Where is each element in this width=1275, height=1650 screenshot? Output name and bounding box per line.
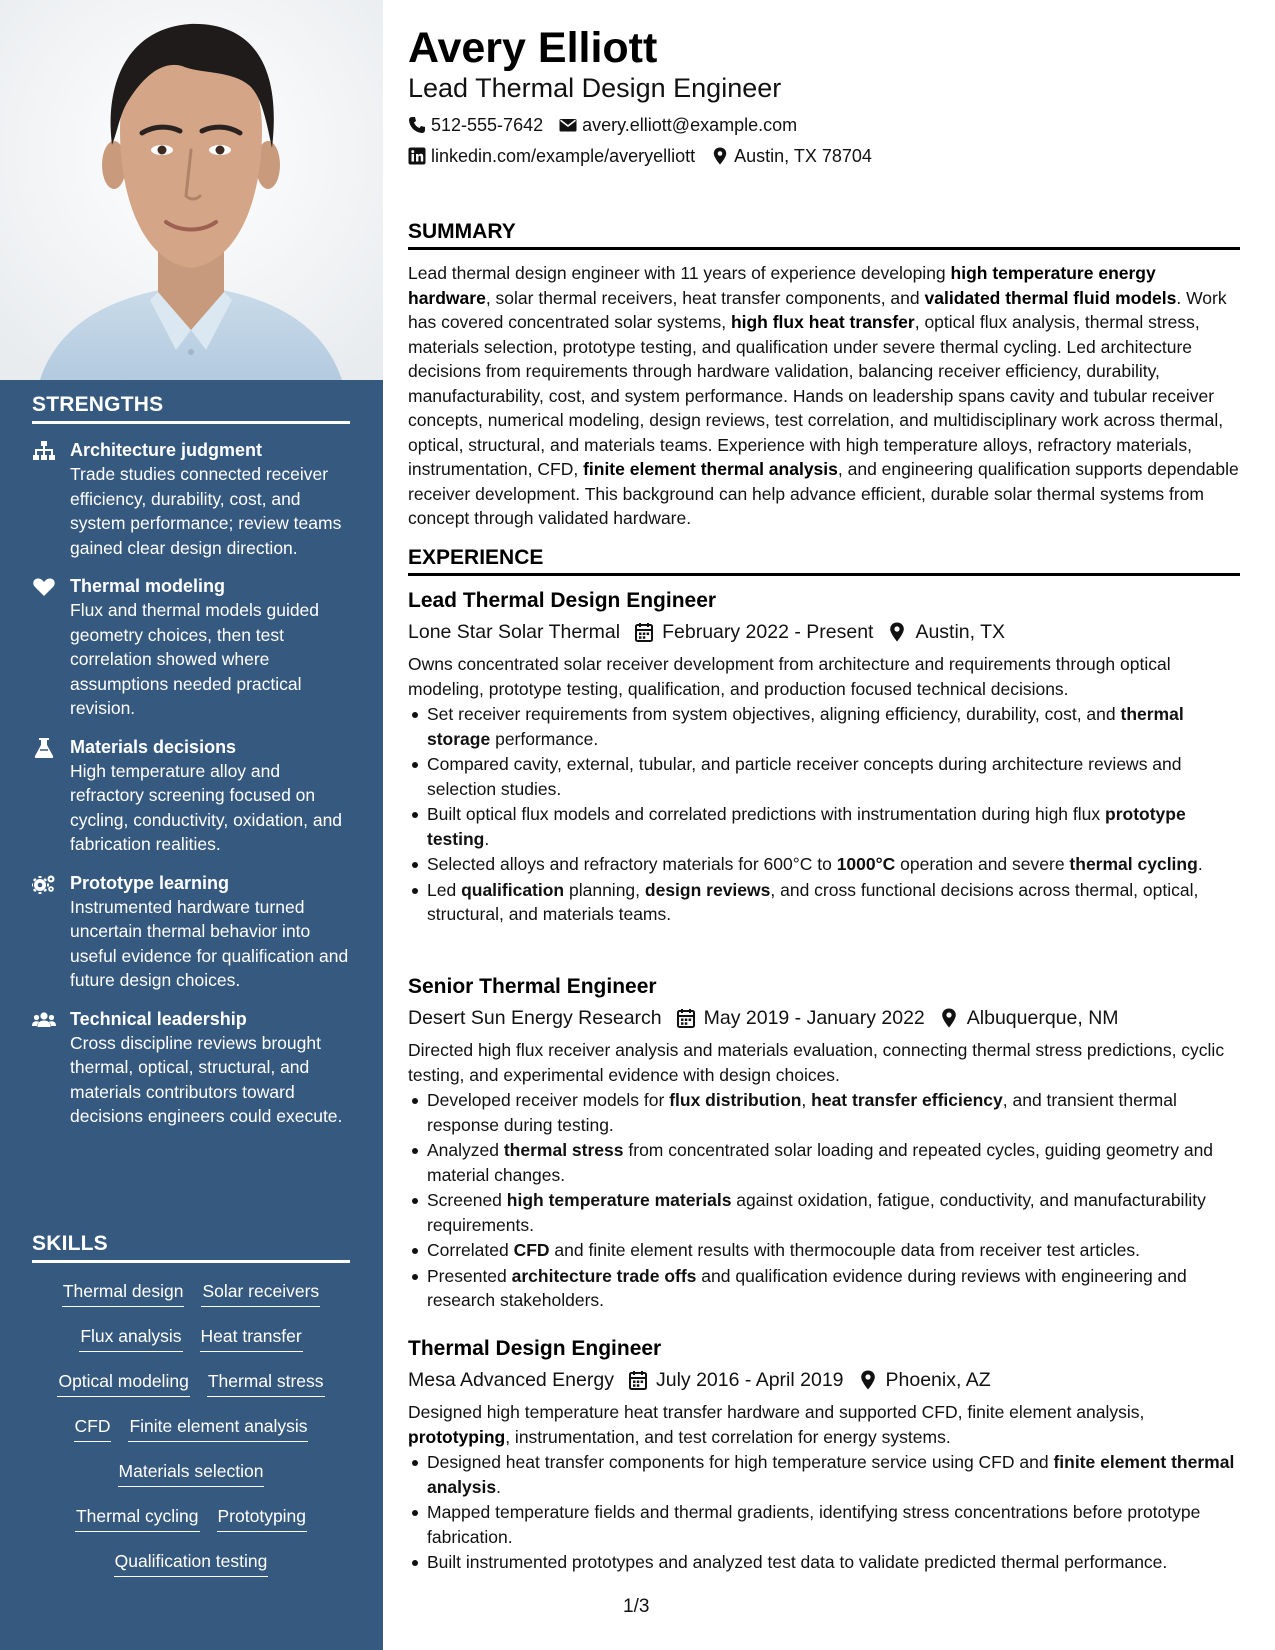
skill-row bbox=[32, 1504, 350, 1549]
job-company: Mesa Advanced Energy bbox=[408, 1369, 614, 1391]
job-location: Austin, TX bbox=[915, 621, 1006, 643]
job-bullet: Led qualification planning, design reviews, and cross functional decisions across thermal, optical, structural, and materials teams. bbox=[427, 878, 1240, 927]
job-entry bbox=[408, 1335, 1240, 1575]
job-bullet: Selected alloys and refractory materials for 600°C to 1000°C operation and severe thermal cycling. bbox=[427, 852, 1240, 877]
job-bullet: Developed receiver models for flux distribution, heat transfer efficiency, and transient thermal response during testing. bbox=[427, 1088, 1240, 1137]
job-company: Lone Star Solar Thermal bbox=[408, 621, 621, 643]
skill-tag: Thermal stress bbox=[207, 1369, 325, 1397]
location-text: Austin, TX 78704 bbox=[734, 146, 872, 166]
job-bullets bbox=[408, 702, 1240, 927]
envelope-icon bbox=[559, 116, 577, 134]
skill-tag: Solar receivers bbox=[201, 1279, 320, 1307]
job-location: Albuquerque, NM bbox=[966, 1007, 1119, 1029]
job-company: Desert Sun Energy Research bbox=[408, 1007, 662, 1029]
skill-row bbox=[32, 1369, 350, 1414]
gears-icon bbox=[32, 874, 56, 894]
calendar-icon bbox=[676, 1008, 696, 1028]
strength-item bbox=[32, 735, 350, 857]
job-bullet: Compared cavity, external, tubular, and particle receiver concepts during architecture reviews and selection studies. bbox=[427, 752, 1240, 801]
heart-icon bbox=[32, 577, 56, 597]
job-meta bbox=[408, 1004, 1240, 1032]
map-marker-icon bbox=[858, 1370, 878, 1390]
location-item bbox=[711, 144, 872, 168]
job-bullets bbox=[408, 1088, 1240, 1313]
skill-tag: Thermal cycling bbox=[75, 1504, 200, 1532]
contact-row-2 bbox=[408, 144, 888, 168]
job-description: Directed high flux receiver analysis and materials evaluation, connecting thermal stress predictions, cyclic testing, and experimental evidence with design choices. bbox=[408, 1040, 1225, 1085]
strength-desc: Instrumented hardware turned uncertain thermal behavior into useful evidence for qualification and future design choices. bbox=[70, 896, 349, 990]
job-bullet: Built optical flux models and correlated predictions with instrumentation during high flux prototype testing. bbox=[427, 802, 1240, 851]
skills-section bbox=[32, 1232, 350, 1594]
skill-row bbox=[32, 1414, 350, 1459]
skill-tag: Flux analysis bbox=[79, 1324, 182, 1352]
strength-name: Architecture judgment bbox=[70, 440, 263, 460]
contact-row-1 bbox=[408, 113, 813, 137]
job-location: Phoenix, AZ bbox=[885, 1369, 991, 1391]
skill-tag: Heat transfer bbox=[200, 1324, 303, 1352]
summary-title: SUMMARY bbox=[408, 220, 1240, 250]
job-title: Senior Thermal Engineer bbox=[408, 975, 657, 998]
flask-icon bbox=[32, 738, 56, 758]
strength-desc: Flux and thermal models guided geometry choices, then test correlation showed where assumptions needed practical revision. bbox=[70, 600, 320, 718]
strength-desc: Trade studies connected receiver efficiency, durability, cost, and system performance; review teams gained clear design direction. bbox=[70, 464, 342, 558]
skills-list bbox=[32, 1279, 350, 1594]
job-bullet: Correlated CFD and finite element results with thermocouple data from receiver test articles. bbox=[427, 1238, 1240, 1263]
linkedin-text: linkedin.com/example/averyelliott bbox=[431, 146, 696, 166]
strength-item bbox=[32, 574, 350, 721]
strength-name: Thermal modeling bbox=[70, 576, 226, 596]
strength-desc: High temperature alloy and refractory screening focused on cycling, conductivity, oxidation, and fabrication realities. bbox=[70, 760, 343, 854]
sidebar bbox=[0, 0, 383, 1650]
linkedin-item[interactable] bbox=[408, 144, 695, 168]
job-title: Lead Thermal Design Engineer bbox=[408, 589, 717, 612]
linkedin-icon bbox=[408, 147, 426, 165]
job-description: Owns concentrated solar receiver development from architecture and requirements through optical modeling, prototype testing, qualification, and production focused technical decisions. bbox=[408, 654, 1171, 699]
users-icon bbox=[32, 1010, 56, 1030]
job-dates: July 2016 - April 2019 bbox=[655, 1369, 844, 1391]
skill-tag: CFD bbox=[74, 1414, 112, 1442]
strength-item bbox=[32, 438, 350, 560]
job-bullet: Analyzed thermal stress from concentrated solar loading and repeated cycles, guiding geometry and material changes. bbox=[427, 1138, 1240, 1187]
job-bullet: Set receiver requirements from system objectives, aligning efficiency, durability, cost, and thermal storage performance. bbox=[427, 702, 1240, 751]
strength-desc: Cross discipline reviews brought thermal, optical, structural, and materials contributors toward decisions engineers could execute. bbox=[70, 1032, 343, 1126]
job-bullet: Built instrumented prototypes and analyzed test data to validate predicted thermal performance. bbox=[427, 1550, 1240, 1575]
strength-item bbox=[32, 1007, 350, 1129]
skill-tag: Qualification testing bbox=[114, 1549, 269, 1577]
strengths-title: STRENGTHS bbox=[32, 393, 350, 424]
skill-row bbox=[32, 1324, 350, 1369]
map-marker-icon bbox=[887, 622, 907, 642]
strength-name: Technical leadership bbox=[70, 1008, 247, 1029]
job-dates: February 2022 - Present bbox=[662, 621, 874, 643]
experience-title: EXPERIENCE bbox=[408, 546, 1240, 576]
skill-tag: Optical modeling bbox=[57, 1369, 189, 1397]
skill-tag: Materials selection bbox=[118, 1459, 265, 1487]
strength-item bbox=[32, 871, 350, 993]
skill-row bbox=[32, 1549, 350, 1594]
strengths-section bbox=[32, 393, 350, 1129]
skills-title: SKILLS bbox=[32, 1232, 350, 1263]
skill-tag: Thermal design bbox=[62, 1279, 185, 1307]
job-description: Designed high temperature heat transfer hardware and supported CFD, finite element analysis, prototyping, instrumentation, and test correlation for energy systems. bbox=[408, 1402, 1145, 1447]
skill-tag: Finite element analysis bbox=[128, 1414, 308, 1442]
calendar-icon bbox=[628, 1370, 648, 1390]
job-bullet: Screened high temperature materials against oxidation, fatigue, conductivity, and manufacturability requirements. bbox=[427, 1188, 1240, 1237]
phone-item[interactable] bbox=[408, 113, 543, 137]
job-entry bbox=[408, 587, 1240, 927]
summary-text: Lead thermal design engineer with 11 years of experience developing high temperature energy hardware, solar thermal receivers, heat transfer components, and validated thermal fluid models. Work has covered concentrated solar systems, high flux heat transfer, optical flux analysis, thermal stress, materials selection, prototype testing, and qualification under severe thermal cycling. Led architecture decisions from requirements through hardware validation, balancing receiver efficiency, durability, manufacturability, cost, and system performance. Hands on leadership spans cavity and tubular receiver concepts, numerical modeling, design reviews, test correlation, and multidisciplinary work across thermal, optical, structural, and materials teams. Experience with high temperature alloys, refractory materials, instrumentation, CFD, finite element thermal analysis, and engineering qualification supports dependable receiver development. This background can help advance efficient, durable solar thermal systems from concept through validated hardware. bbox=[408, 263, 1239, 528]
strength-name: Prototype learning bbox=[70, 872, 230, 893]
job-meta bbox=[408, 1366, 1240, 1394]
page-number: 1/3 bbox=[623, 1596, 650, 1617]
email-text: avery.elliott@example.com bbox=[582, 115, 798, 135]
job-dates: May 2019 - January 2022 bbox=[703, 1007, 925, 1029]
candidate-headline: Lead Thermal Design Engineer bbox=[408, 73, 782, 103]
job-bullets bbox=[408, 1450, 1240, 1575]
email-item[interactable] bbox=[559, 113, 797, 137]
strength-name: Materials decisions bbox=[70, 736, 237, 757]
job-bullet: Presented architecture trade offs and qualification evidence during reviews with engineering and research stakeholders. bbox=[427, 1264, 1240, 1313]
map-marker-icon bbox=[939, 1008, 959, 1028]
sitemap-icon bbox=[32, 441, 56, 461]
map-marker-icon bbox=[711, 147, 729, 165]
skill-tag: Prototyping bbox=[217, 1504, 308, 1532]
job-meta bbox=[408, 618, 1240, 646]
skill-row bbox=[32, 1459, 350, 1504]
phone-icon bbox=[408, 116, 426, 134]
job-bullet: Designed heat transfer components for high temperature service using CFD and finite element thermal analysis. bbox=[427, 1450, 1240, 1499]
profile-photo bbox=[0, 0, 383, 380]
job-title: Thermal Design Engineer bbox=[408, 1337, 662, 1360]
job-bullet: Mapped temperature fields and thermal gradients, identifying stress concentrations before prototype fabrication. bbox=[427, 1500, 1240, 1549]
candidate-name: Avery Elliott bbox=[408, 24, 658, 72]
phone-text: 512-555-7642 bbox=[431, 115, 544, 135]
skill-row bbox=[32, 1279, 350, 1324]
calendar-icon bbox=[634, 622, 654, 642]
job-entry bbox=[408, 973, 1240, 1313]
